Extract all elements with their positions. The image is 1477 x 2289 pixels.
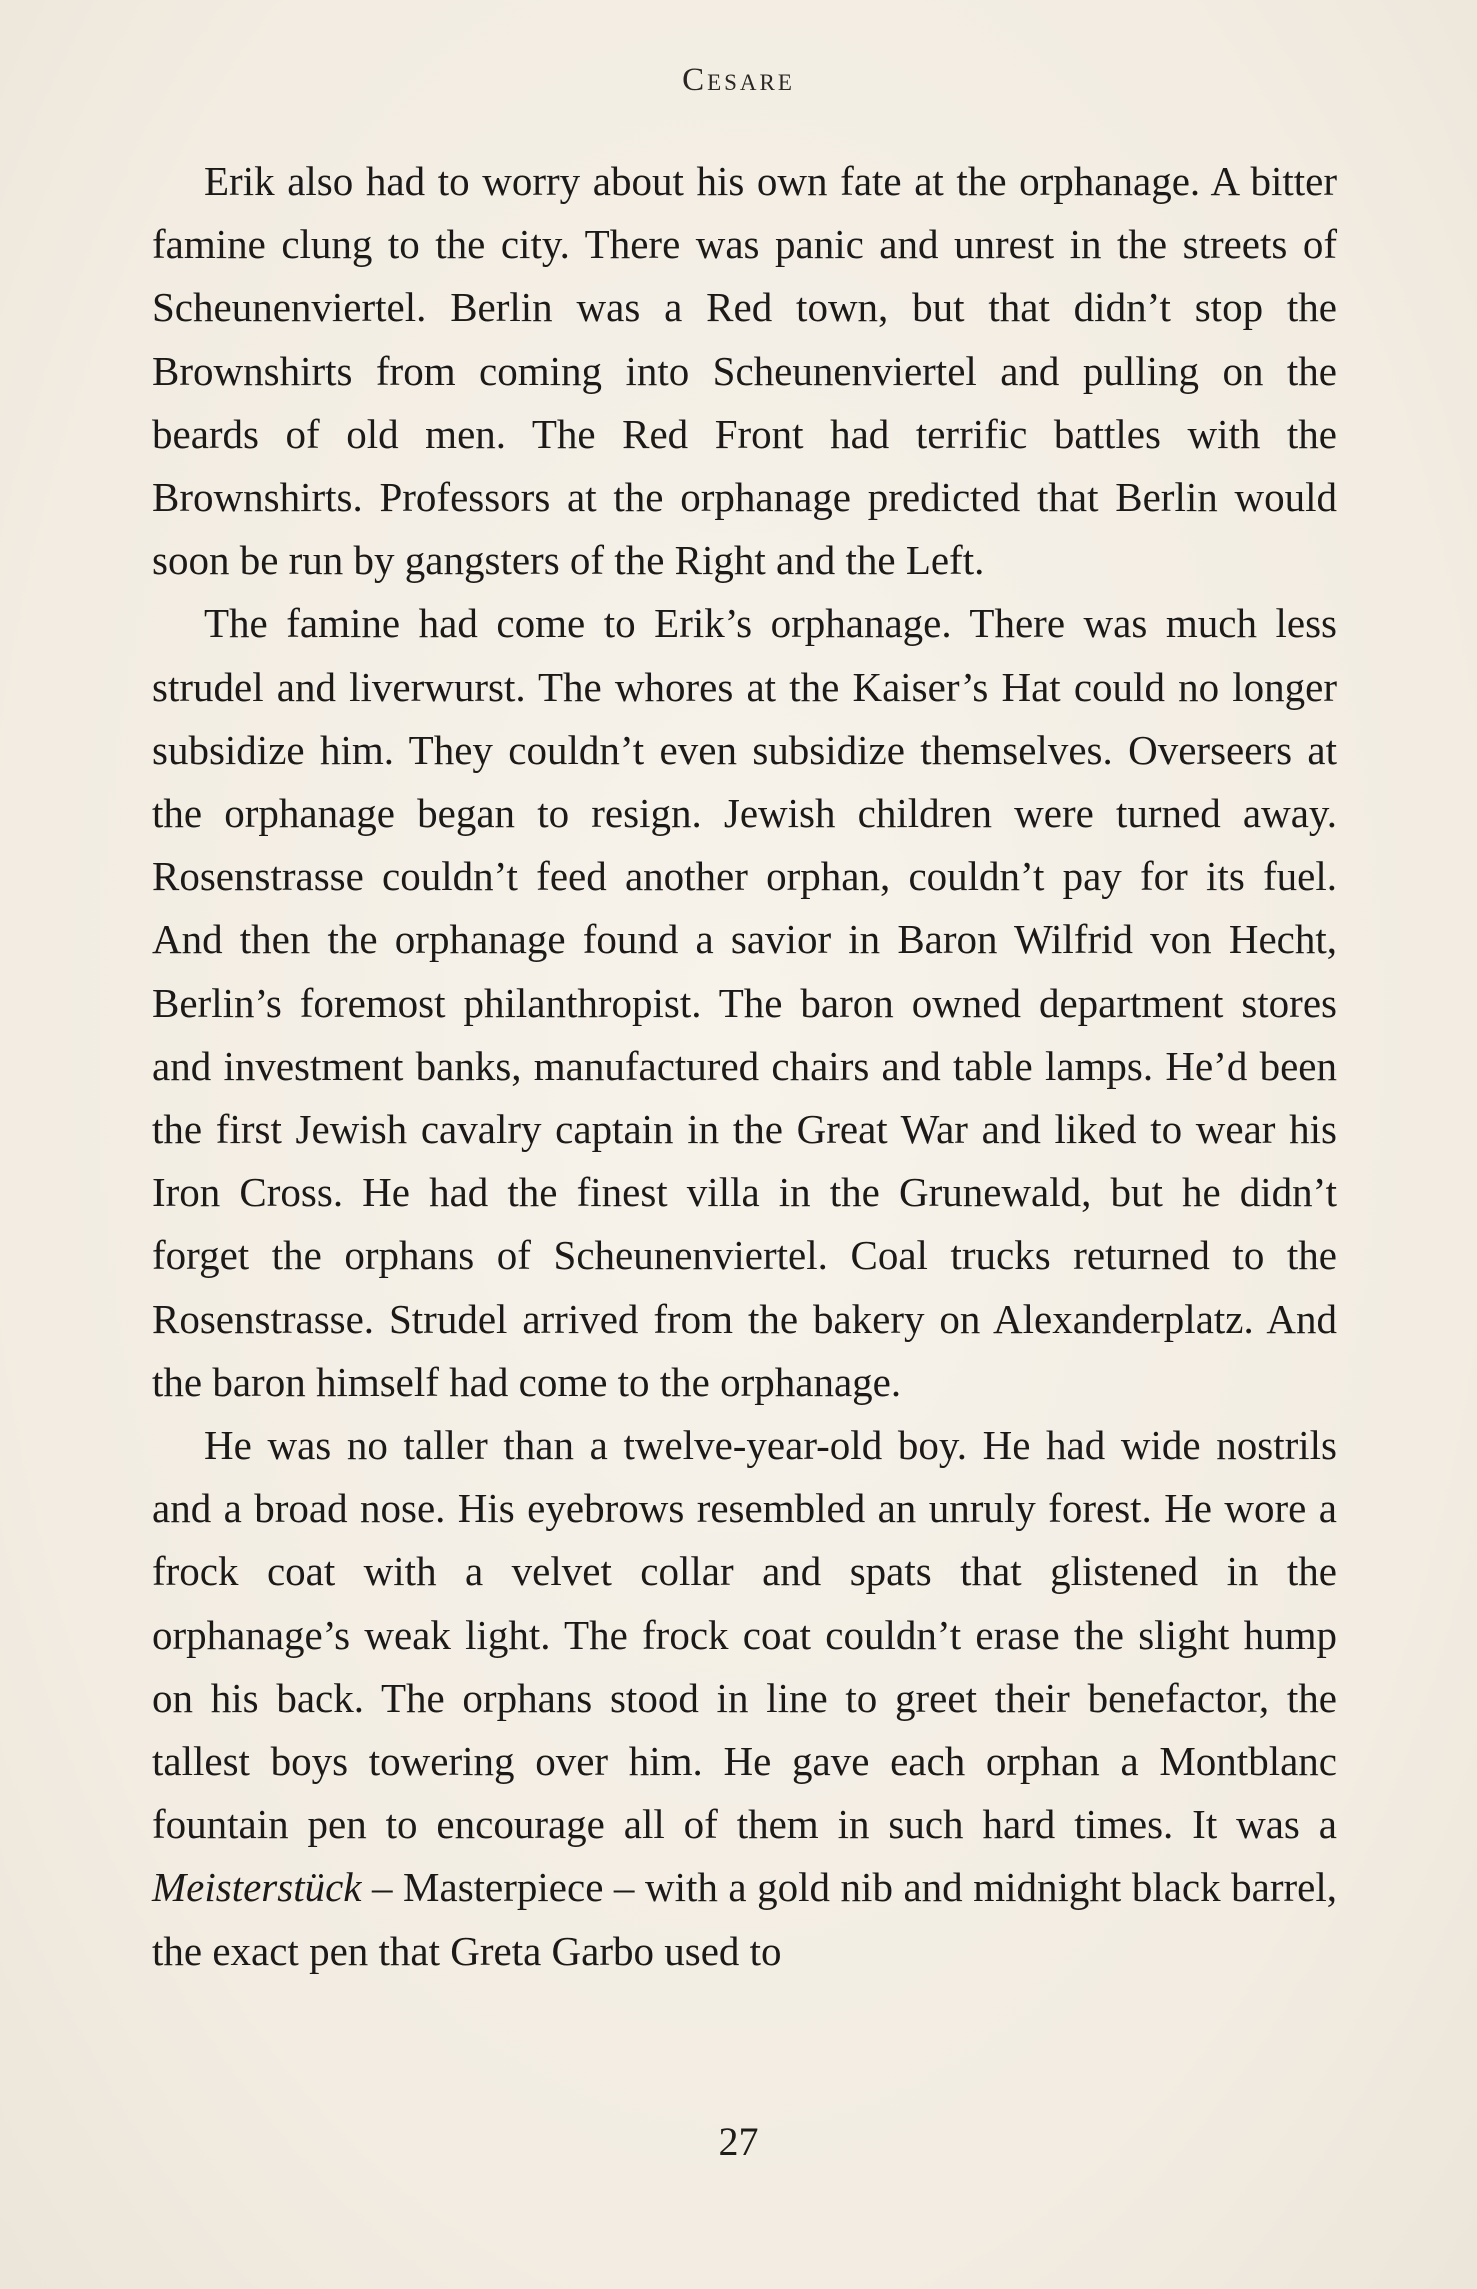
paragraph-1: Erik also had to worry about his own fate at the orphanage. A bitter famine clung to the city. There was panic and unrest in the streets of Scheunenviertel. Berlin was a Red town, but that didn’t stop the Brownshirts from coming into Scheunenviertel and pulling on the beards of old men. The Red Front had terrific battles with the Brownshirts. Professors at the orphanage predicted that Berlin would soon be run by gangsters of the Right and the Left.: [152, 158, 1337, 584]
paragraph-3-text-before: He was no taller than a twelve-year-old boy. He had wide nostrils and a broad nose. His eyebrows resembled an unruly forest. He wore a frock coat with a velvet collar and spats that glistened in the orphanage’s weak light. The frock coat couldn’t erase the slight hump on his back. The orphans stood in line to greet their benefactor, the tallest boys towering over him. He gave each orphan a Montblanc fountain pen to encourage all of them in such hard times. It was a: [152, 1422, 1337, 1848]
page-number: 27: [718, 2119, 759, 2164]
paragraph-2: The famine had come to Erik’s orphanage. There was much less strudel and liverwurst. The whores at the Kaiser’s Hat could no longer subsidize him. They couldn’t even subsidize themselves. Overseers at the orphanage began to resign. Jewish children were turned away. Rosenstrasse couldn’t feed another orphan, couldn’t pay for its fuel. And then the orphanage found a savior in Baron Wilfrid von Hecht, Berlin’s foremost philanthropist. The baron owned department stores and investment banks, manufactured chairs and table lamps. He’d been the first Jewish cavalry captain in the Great War and liked to wear his Iron Cross. He had the finest villa in the Grunewald, but he didn’t forget the orphans of Scheunenviertel. Coal trucks returned to the Rosenstrasse. Strudel arrived from the bakery on Alexanderplatz. And the baron himself had come to the orphanage.: [152, 600, 1337, 1405]
paragraph-3: [152, 1414, 1337, 1983]
italic-term: Meisterstück: [152, 1864, 362, 1911]
body-text: [152, 150, 1337, 1983]
running-head: Cesare: [682, 62, 795, 98]
paragraph-3-text-after: – Masterpiece – with a gold nib and midnight black barrel, the exact pen that Greta Garbo used to: [152, 1864, 1337, 1974]
